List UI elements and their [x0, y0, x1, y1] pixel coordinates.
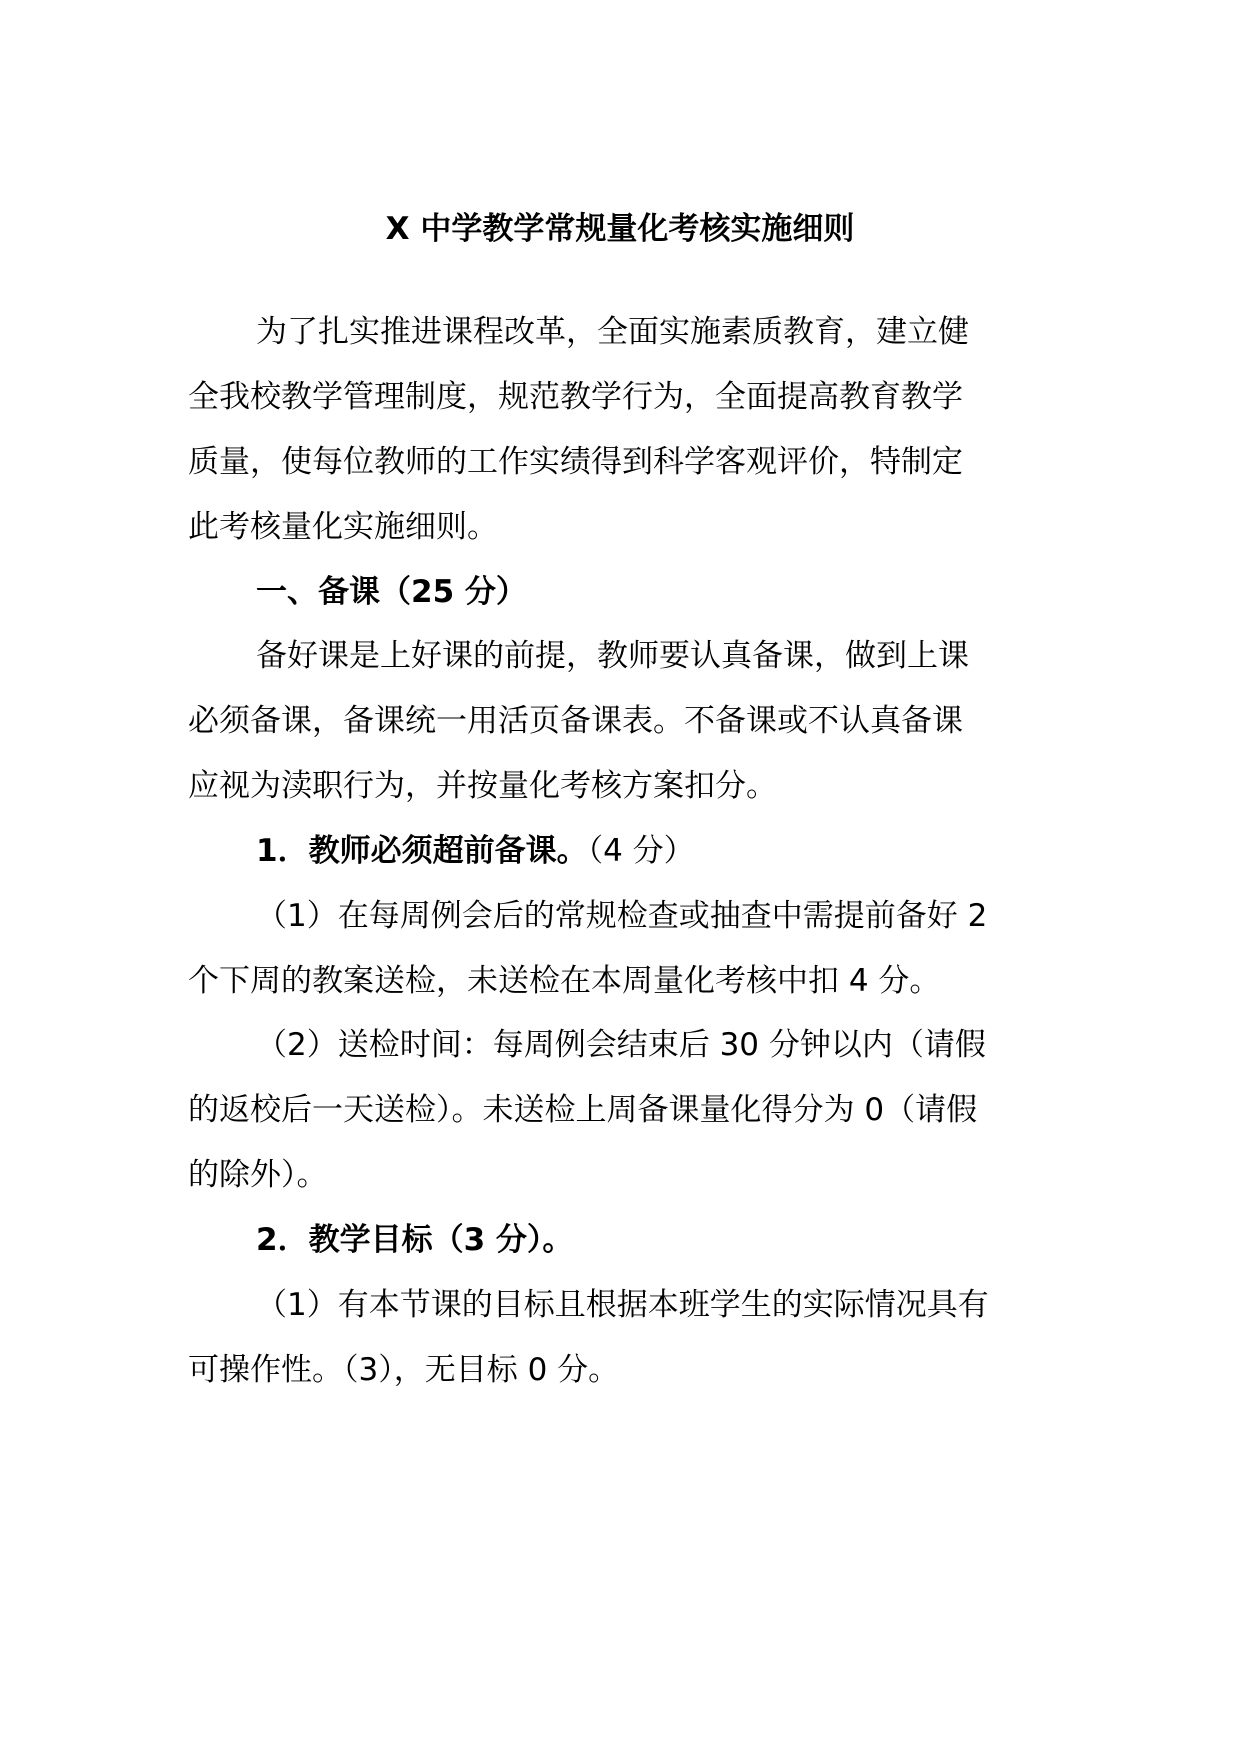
item-1-sub-2-line-3: 的除外）。 — [188, 1157, 328, 1193]
intro-line-3: 质量，使每位教师的工作实绩得到科学客观评价，特制定 — [188, 444, 963, 480]
item-1-heading-text: 1．教师必须超前备课。 — [256, 833, 588, 869]
section-body-line-2: 必须备课，备课统一用活页备课表。不备课或不认真备课 — [188, 703, 963, 739]
document-title: X 中学教学常规量化考核实施细则 — [385, 211, 855, 247]
item-2-sub-1-line-2: 可操作性。（3），无目标 0 分。 — [188, 1352, 620, 1388]
item-1-sub-1-line-2: 个下周的教案送检，未送检在本周量化考核中扣 4 分。 — [188, 963, 941, 999]
item-1-sub-2-line-2: 的返校后一天送检）。未送检上周备课量化得分为 0（请假 — [188, 1092, 978, 1128]
item-1-score: （4 分） — [587, 833, 695, 869]
item-1-sub-2-line-1: （2）送检时间：每周例会结束后 30 分钟以内（请假 — [256, 1027, 986, 1063]
section-body-line-1: 备好课是上好课的前提，教师要认真备课，做到上课 — [256, 638, 969, 674]
item-2-sub-1-line-1: （1）有本节课的目标且根据本班学生的实际情况具有 — [256, 1287, 989, 1323]
item-1-sub-1-line-1: （1）在每周例会后的常规检查或抽查中需提前备好 2 — [256, 898, 988, 934]
intro-line-1: 为了扎实推进课程改革，全面实施素质教育，建立健 — [256, 314, 969, 350]
section-body-line-3: 应视为渎职行为，并按量化考核方案扣分。 — [188, 768, 777, 804]
intro-line-2: 全我校教学管理制度，规范教学行为，全面提高教育教学 — [188, 379, 963, 415]
item-1-heading — [256, 828, 695, 874]
item-2-heading: 2．教学目标（3 分）。 — [256, 1222, 574, 1258]
section-heading-lesson-prep: 一、备课（25 分） — [256, 574, 527, 610]
intro-line-4: 此考核量化实施细则。 — [188, 509, 498, 545]
